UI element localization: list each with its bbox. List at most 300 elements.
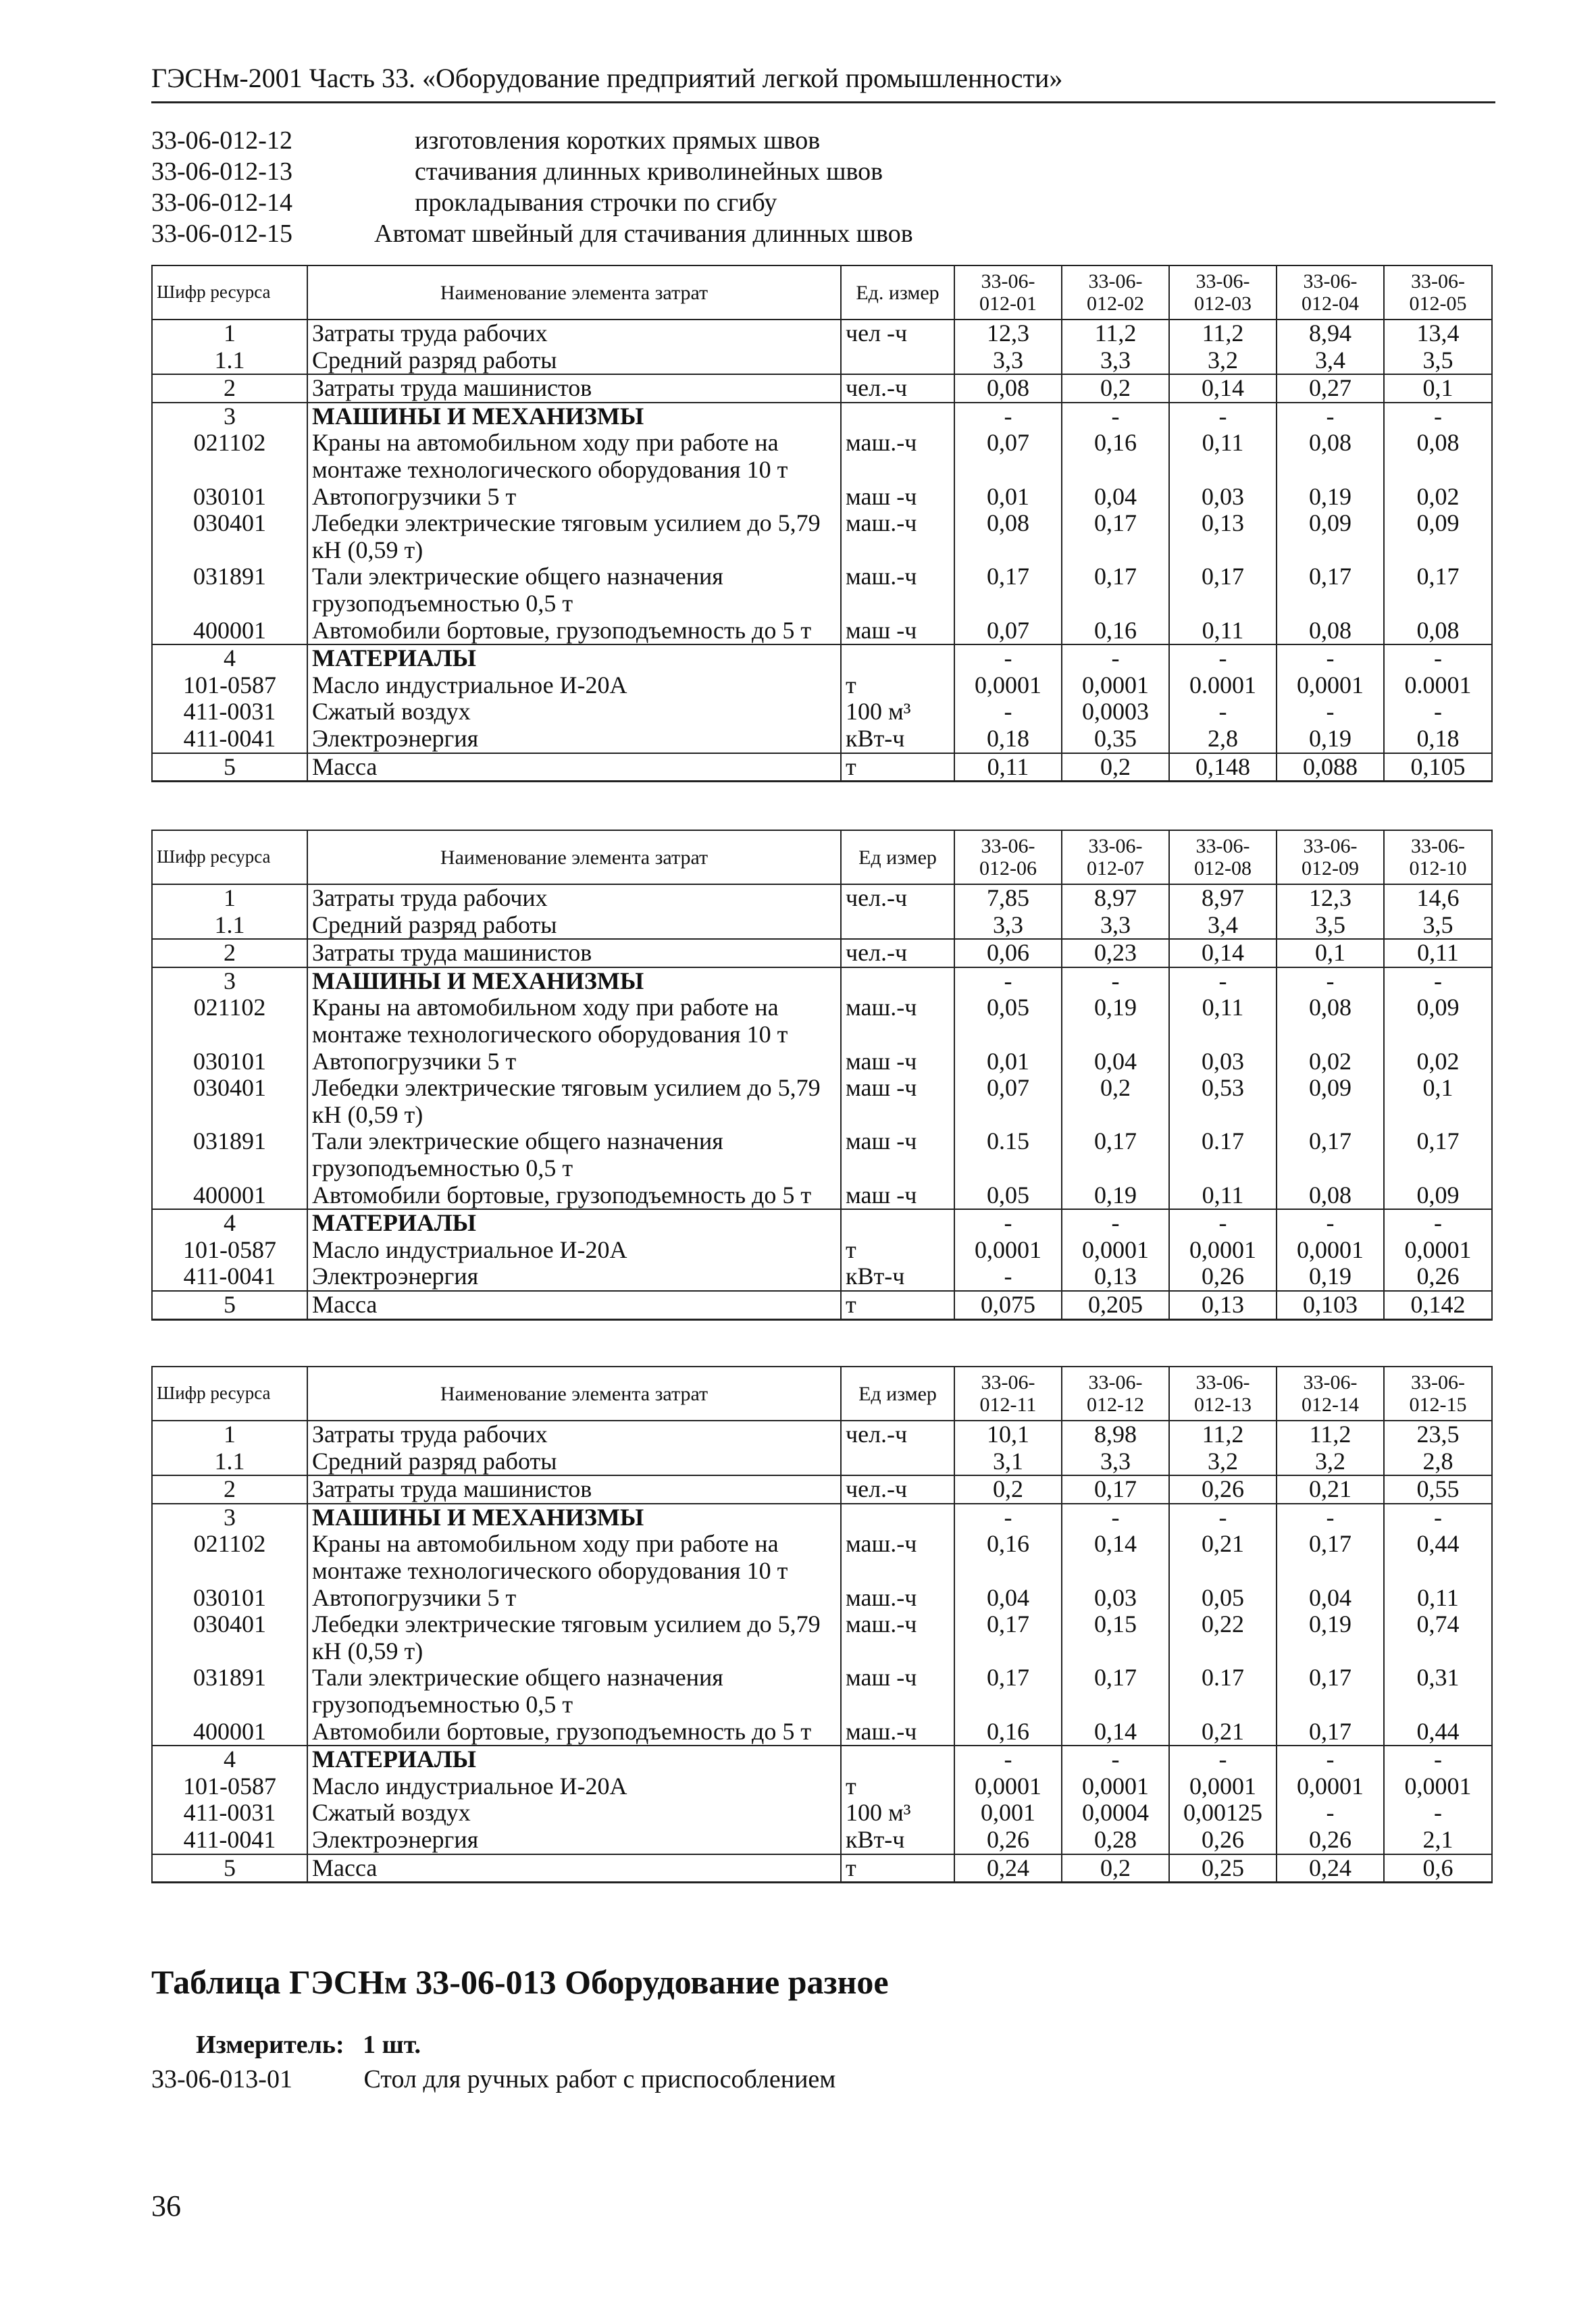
value-cell: 0,35 <box>1062 726 1169 753</box>
value-cell: - <box>1169 1209 1277 1237</box>
resource-code: 021102 <box>152 1531 307 1584</box>
resource-code: 411-0041 <box>152 1827 307 1854</box>
value-cell: 13,4 <box>1384 320 1492 347</box>
table-row <box>152 403 1492 430</box>
value-cell: 0,1 <box>1384 374 1492 403</box>
item-text: Стол для ручных работ с приспособлением <box>363 2065 836 2093</box>
resource-code: 2 <box>152 374 307 403</box>
value-cell: 3,5 <box>1384 912 1492 940</box>
value-cell: 0,075 <box>954 1291 1062 1319</box>
unit-cell: маш -ч <box>841 1048 954 1075</box>
col-header-norm: 33-06- 012-08 <box>1169 830 1277 884</box>
value-cell: 0,19 <box>1062 1182 1169 1210</box>
value-cell: 0,01 <box>954 1048 1062 1075</box>
value-cell: 0,26 <box>954 1827 1062 1854</box>
value-cell: 0,14 <box>1062 1719 1169 1746</box>
table-row <box>152 1585 1492 1612</box>
value-cell: 0,17 <box>1384 563 1492 617</box>
resource-name: Сжатый воздух <box>307 698 841 726</box>
resource-name: Средний разряд работы <box>307 912 841 940</box>
value-cell: 3,3 <box>954 347 1062 375</box>
value-cell: 0,19 <box>1277 726 1384 753</box>
value-cell: 0,09 <box>1384 994 1492 1048</box>
value-cell: 0,08 <box>1277 1182 1384 1210</box>
unit-cell <box>841 1209 954 1237</box>
meter-value: 1 шт. <box>363 2031 421 2059</box>
value-cell: 0,08 <box>954 374 1062 403</box>
value-cell: - <box>1169 698 1277 726</box>
value-cell: 0,18 <box>954 726 1062 753</box>
resource-name: Средний разряд работы <box>307 1448 841 1476</box>
value-cell: 0,05 <box>954 1182 1062 1210</box>
value-cell: 3,4 <box>1169 912 1277 940</box>
value-cell: 0,03 <box>1169 484 1277 511</box>
page-number: 36 <box>151 2189 181 2222</box>
value-cell: 0,17 <box>1062 1128 1169 1181</box>
resource-code: 030401 <box>152 1611 307 1664</box>
value-cell: 0,17 <box>1062 563 1169 617</box>
value-cell: 0,44 <box>1384 1531 1492 1584</box>
value-cell: 0,148 <box>1169 753 1277 782</box>
code-list <box>151 125 1495 249</box>
value-cell: 0,19 <box>1277 484 1384 511</box>
value-cell: 8,97 <box>1169 884 1277 912</box>
value-cell: 0,18 <box>1384 726 1492 753</box>
value-cell: - <box>1277 644 1384 672</box>
resource-code: 101-0587 <box>152 672 307 699</box>
value-cell: 0,19 <box>1062 994 1169 1048</box>
value-cell: - <box>954 403 1062 430</box>
value-cell: 0,15 <box>1062 1611 1169 1664</box>
resource-code: 400001 <box>152 1719 307 1746</box>
col-header-norm: 33-06- 012-11 <box>954 1367 1062 1421</box>
resource-code: 030401 <box>152 510 307 563</box>
unit-cell: маш -ч <box>841 484 954 511</box>
table-row <box>152 994 1492 1048</box>
resource-name: Лебедки электрические тяговым усилием до 5,79 кН (0,59 т) <box>307 1611 841 1664</box>
value-cell: 0,2 <box>1062 1075 1169 1128</box>
value-cell: - <box>954 967 1062 995</box>
value-cell: 3,3 <box>954 912 1062 940</box>
resource-code: 1 <box>152 1421 307 1448</box>
table-row <box>152 698 1492 726</box>
unit-cell: чел.-ч <box>841 1421 954 1448</box>
value-cell: - <box>954 1263 1062 1291</box>
value-cell: 0.17 <box>1169 1128 1277 1181</box>
value-cell: - <box>1384 1800 1492 1827</box>
norm-table-2 <box>151 830 1493 1321</box>
table-row <box>152 430 1492 483</box>
resource-code: 2 <box>152 1475 307 1504</box>
code-text: Автомат швейный для стачивания длинных швов <box>374 220 913 248</box>
value-cell: 0,74 <box>1384 1611 1492 1664</box>
value-cell: 11,2 <box>1062 320 1169 347</box>
value-cell: 0,26 <box>1169 1263 1277 1291</box>
resource-name: Лебедки электрические тяговым усилием до 5,79 кН (0,59 т) <box>307 1075 841 1128</box>
value-cell: 0,08 <box>1384 617 1492 645</box>
resource-code: 031891 <box>152 563 307 617</box>
value-cell: 0,05 <box>954 994 1062 1048</box>
value-cell: 2,8 <box>1169 726 1277 753</box>
col-header-norm: 33-06- 012-07 <box>1062 830 1169 884</box>
value-cell: 0,55 <box>1384 1475 1492 1504</box>
unit-cell <box>841 1746 954 1773</box>
code-item <box>151 156 1495 187</box>
resource-name: Масса <box>307 753 841 782</box>
resource-code: 5 <box>152 1291 307 1319</box>
value-cell: 0,0001 <box>1169 1237 1277 1264</box>
value-cell: 0,13 <box>1169 510 1277 563</box>
value-cell: - <box>1062 644 1169 672</box>
col-header-code: Шифр ресурса <box>152 1367 307 1421</box>
value-cell: 0,14 <box>1169 374 1277 403</box>
unit-cell <box>841 1504 954 1531</box>
value-cell: 0,17 <box>1062 1664 1169 1718</box>
value-cell: 0,05 <box>1169 1585 1277 1612</box>
unit-cell: маш -ч <box>841 1664 954 1718</box>
value-cell: - <box>1062 1746 1169 1773</box>
resource-name: Затраты труда машинистов <box>307 374 841 403</box>
table-row <box>152 672 1492 699</box>
norm-table-3 <box>151 1366 1493 1883</box>
resource-name: МАШИНЫ И МЕХАНИЗМЫ <box>307 1504 841 1531</box>
value-cell: 0,17 <box>1277 1719 1384 1746</box>
table-row <box>152 510 1492 563</box>
value-cell: 0,17 <box>1277 563 1384 617</box>
table-row <box>152 939 1492 967</box>
value-cell: 0,17 <box>954 1611 1062 1664</box>
resource-name: Затраты труда рабочих <box>307 320 841 347</box>
resource-name: МАШИНЫ И МЕХАНИЗМЫ <box>307 403 841 430</box>
value-cell: 0,08 <box>1277 994 1384 1048</box>
value-cell: 0,13 <box>1169 1291 1277 1319</box>
value-cell: 3,2 <box>1277 1448 1384 1476</box>
value-cell: 0,0001 <box>1384 1237 1492 1264</box>
table-row <box>152 1128 1492 1181</box>
value-cell: 0,04 <box>1062 1048 1169 1075</box>
resource-name: Затраты труда машинистов <box>307 939 841 967</box>
resource-code: 400001 <box>152 617 307 645</box>
resource-code: 031891 <box>152 1128 307 1181</box>
value-cell: 11,2 <box>1169 1421 1277 1448</box>
value-cell: 0,0001 <box>1277 1237 1384 1264</box>
col-header-unit: Ед. измер <box>841 265 954 320</box>
resource-name: Автомобили бортовые, грузоподъемность до 5 т <box>307 1182 841 1210</box>
table-row <box>152 1263 1492 1291</box>
value-cell: 3,3 <box>1062 912 1169 940</box>
value-cell: - <box>954 1504 1062 1531</box>
value-cell: - <box>1169 1504 1277 1531</box>
resource-code: 1.1 <box>152 1448 307 1476</box>
unit-cell: 100 м³ <box>841 698 954 726</box>
value-cell: 0.0001 <box>1169 672 1277 699</box>
value-cell: - <box>1169 403 1277 430</box>
value-cell: 0,2 <box>1062 1854 1169 1883</box>
code-id: 33-06-012-12 <box>151 126 292 155</box>
value-cell: 8,94 <box>1277 320 1384 347</box>
unit-cell <box>841 912 954 940</box>
resource-name: Электроэнергия <box>307 1263 841 1291</box>
value-cell: - <box>1277 1209 1384 1237</box>
unit-cell <box>841 967 954 995</box>
resource-name: Краны на автомобильном ходу при работе на монтаже технологического оборудования 10 т <box>307 994 841 1048</box>
unit-cell: маш -ч <box>841 617 954 645</box>
value-cell: 0,16 <box>1062 430 1169 483</box>
value-cell: 0,17 <box>1062 510 1169 563</box>
norm-item <box>151 2064 835 2094</box>
table-row <box>152 1719 1492 1746</box>
table-row <box>152 1664 1492 1718</box>
resource-code: 411-0041 <box>152 1263 307 1291</box>
value-cell: 0,04 <box>1277 1585 1384 1612</box>
unit-cell: т <box>841 1237 954 1264</box>
value-cell: 0,02 <box>1384 484 1492 511</box>
col-header-norm: 33-06- 012-09 <box>1277 830 1384 884</box>
resource-code: 1 <box>152 884 307 912</box>
value-cell: 0,28 <box>1062 1827 1169 1854</box>
resource-name: МАТЕРИАЛЫ <box>307 644 841 672</box>
value-cell: 0,17 <box>1169 563 1277 617</box>
code-text: стачивания длинных криволинейных швов <box>415 157 883 186</box>
col-header-code: Шифр ресурса <box>152 265 307 320</box>
value-cell: 0,44 <box>1384 1719 1492 1746</box>
value-cell: 0,21 <box>1169 1531 1277 1584</box>
value-cell: 0,22 <box>1169 1611 1277 1664</box>
unit-cell: чел.-ч <box>841 884 954 912</box>
value-cell: - <box>1169 967 1277 995</box>
value-cell: 12,3 <box>1277 884 1384 912</box>
value-cell: 3,3 <box>1062 1448 1169 1476</box>
table-row <box>152 347 1492 375</box>
table-row <box>152 1854 1492 1883</box>
value-cell: 0,2 <box>1062 374 1169 403</box>
value-cell: 0,03 <box>1169 1048 1277 1075</box>
value-cell: 0,26 <box>1277 1827 1384 1854</box>
resource-code: 021102 <box>152 994 307 1048</box>
value-cell: 0,53 <box>1169 1075 1277 1128</box>
resource-name: Затраты труда машинистов <box>307 1475 841 1504</box>
value-cell: - <box>1062 403 1169 430</box>
value-cell: 0,0004 <box>1062 1800 1169 1827</box>
col-header-norm: 33-06- 012-01 <box>954 265 1062 320</box>
table-row <box>152 1827 1492 1854</box>
value-cell: - <box>1384 1209 1492 1237</box>
value-cell: 3,5 <box>1277 912 1384 940</box>
unit-cell <box>841 1448 954 1476</box>
resource-name: МАШИНЫ И МЕХАНИЗМЫ <box>307 967 841 995</box>
resource-name: Электроэнергия <box>307 1827 841 1854</box>
value-cell: - <box>1277 1746 1384 1773</box>
value-cell: 0.0001 <box>1384 672 1492 699</box>
col-header-code: Шифр ресурса <box>152 830 307 884</box>
col-header-norm: 33-06- 012-10 <box>1384 830 1492 884</box>
value-cell: 0,0001 <box>1169 1773 1277 1800</box>
value-cell: 0,19 <box>1277 1263 1384 1291</box>
value-cell: 0,2 <box>954 1475 1062 1504</box>
value-cell: 0,17 <box>954 1664 1062 1718</box>
value-cell: 0,17 <box>1384 1128 1492 1181</box>
unit-cell: маш.-ч <box>841 994 954 1048</box>
value-cell: 0.15 <box>954 1128 1062 1181</box>
unit-cell: маш -ч <box>841 1182 954 1210</box>
unit-cell: маш.-ч <box>841 1611 954 1664</box>
table-row <box>152 1209 1492 1237</box>
value-cell: 0,17 <box>1277 1664 1384 1718</box>
value-cell: 0,0001 <box>1384 1773 1492 1800</box>
value-cell: 0,09 <box>1384 1182 1492 1210</box>
value-cell: 3,2 <box>1169 1448 1277 1476</box>
resource-name: Лебедки электрические тяговым усилием до 5,79 кН (0,59 т) <box>307 510 841 563</box>
unit-cell: маш.-ч <box>841 510 954 563</box>
value-cell: 0,11 <box>1384 939 1492 967</box>
value-cell: 0,17 <box>1277 1531 1384 1584</box>
value-cell: 0,02 <box>1384 1048 1492 1075</box>
item-code: 33-06-013-01 <box>151 2065 292 2093</box>
value-cell: 0,21 <box>1169 1719 1277 1746</box>
value-cell: 0,09 <box>1277 510 1384 563</box>
value-cell: 0,11 <box>1169 617 1277 645</box>
value-cell: 0,0001 <box>1062 1773 1169 1800</box>
resource-code: 400001 <box>152 1182 307 1210</box>
resource-code: 4 <box>152 1209 307 1237</box>
resource-code: 411-0031 <box>152 1800 307 1827</box>
value-cell: - <box>954 644 1062 672</box>
resource-name: Затраты труда рабочих <box>307 884 841 912</box>
table-row <box>152 1421 1492 1448</box>
resource-name: Масса <box>307 1854 841 1883</box>
value-cell: 3,4 <box>1277 347 1384 375</box>
value-cell: 0,6 <box>1384 1854 1492 1883</box>
table-row <box>152 1773 1492 1800</box>
col-header-name: Наименование элемента затрат <box>307 830 841 884</box>
value-cell: 0,16 <box>1062 617 1169 645</box>
resource-code: 021102 <box>152 430 307 483</box>
unit-cell: чел.-ч <box>841 374 954 403</box>
value-cell: - <box>1062 1504 1169 1531</box>
resource-code: 5 <box>152 753 307 782</box>
meter-line <box>196 2030 421 2060</box>
resource-code: 1.1 <box>152 912 307 940</box>
resource-name: Краны на автомобильном ходу при работе на монтаже технологического оборудования 10 т <box>307 430 841 483</box>
value-cell: 0,08 <box>1384 430 1492 483</box>
table-row <box>152 617 1492 645</box>
value-cell: 0,01 <box>954 484 1062 511</box>
value-cell: 11,2 <box>1277 1421 1384 1448</box>
code-item <box>151 218 1495 249</box>
resource-code: 5 <box>152 1854 307 1883</box>
resource-name: Электроэнергия <box>307 726 841 753</box>
resource-name: Масло индустриальное И-20А <box>307 672 841 699</box>
value-cell: 3,5 <box>1384 347 1492 375</box>
col-header-name: Наименование элемента затрат <box>307 265 841 320</box>
page-header: ГЭСНм-2001 Часть 33. «Оборудование предприятий легкой промышленности» <box>151 62 1495 103</box>
unit-cell: кВт-ч <box>841 1827 954 1854</box>
code-item <box>151 187 1495 218</box>
table-row <box>152 320 1492 347</box>
col-header-norm: 33-06- 012-15 <box>1384 1367 1492 1421</box>
table-row <box>152 374 1492 403</box>
resource-name: Сжатый воздух <box>307 1800 841 1827</box>
table-row <box>152 1182 1492 1210</box>
value-cell: - <box>1277 1800 1384 1827</box>
value-cell: - <box>1384 644 1492 672</box>
resource-code: 031891 <box>152 1664 307 1718</box>
table-row <box>152 884 1492 912</box>
resource-name: Автомобили бортовые, грузоподъемность до 5 т <box>307 617 841 645</box>
resource-name: Масло индустриальное И-20А <box>307 1237 841 1264</box>
value-cell: 14,6 <box>1384 884 1492 912</box>
resource-name: Краны на автомобильном ходу при работе на монтаже технологического оборудования 10 т <box>307 1531 841 1584</box>
value-cell: 0,11 <box>1169 1182 1277 1210</box>
value-cell: - <box>1062 967 1169 995</box>
value-cell: 0,09 <box>1384 510 1492 563</box>
table-row <box>152 1531 1492 1584</box>
value-cell: 0,21 <box>1277 1475 1384 1504</box>
table-row <box>152 1237 1492 1264</box>
value-cell: 12,3 <box>954 320 1062 347</box>
table-row <box>152 1291 1492 1319</box>
value-cell: 0,0001 <box>1062 1237 1169 1264</box>
unit-cell: маш.-ч <box>841 1719 954 1746</box>
value-cell: 0,17 <box>1062 1475 1169 1504</box>
value-cell: 2,8 <box>1384 1448 1492 1476</box>
resource-code: 2 <box>152 939 307 967</box>
value-cell: 0,31 <box>1384 1664 1492 1718</box>
resource-code: 030401 <box>152 1075 307 1128</box>
col-header-norm: 33-06- 012-13 <box>1169 1367 1277 1421</box>
resource-name: Масло индустриальное И-20А <box>307 1773 841 1800</box>
table-row <box>152 912 1492 940</box>
value-cell: 0,07 <box>954 1075 1062 1128</box>
table-row <box>152 753 1492 782</box>
value-cell: 0,24 <box>954 1854 1062 1883</box>
unit-cell: т <box>841 1291 954 1319</box>
section-title: Таблица ГЭСНм 33-06-013 Оборудование разное <box>151 1963 889 2001</box>
table-row <box>152 1048 1492 1075</box>
col-header-norm: 33-06- 012-12 <box>1062 1367 1169 1421</box>
col-header-unit: Ед измер <box>841 1367 954 1421</box>
value-cell: 0,16 <box>954 1531 1062 1584</box>
unit-cell: т <box>841 1773 954 1800</box>
value-cell: 0,105 <box>1384 753 1492 782</box>
value-cell: 0,1 <box>1384 1075 1492 1128</box>
resource-code: 411-0041 <box>152 726 307 753</box>
value-cell: 0,08 <box>1277 430 1384 483</box>
value-cell: - <box>1384 698 1492 726</box>
code-id: 33-06-012-14 <box>151 188 292 217</box>
col-header-unit: Ед измер <box>841 830 954 884</box>
value-cell: 0,0001 <box>954 1773 1062 1800</box>
col-header-norm: 33-06- 012-02 <box>1062 265 1169 320</box>
value-cell: 7,85 <box>954 884 1062 912</box>
value-cell: 0,205 <box>1062 1291 1169 1319</box>
table-row <box>152 644 1492 672</box>
value-cell: 0,24 <box>1277 1854 1384 1883</box>
unit-cell: т <box>841 672 954 699</box>
value-cell: - <box>1277 967 1384 995</box>
value-cell: 3,2 <box>1169 347 1277 375</box>
value-cell: 0,11 <box>1169 994 1277 1048</box>
table-row <box>152 1504 1492 1531</box>
unit-cell: чел.-ч <box>841 1475 954 1504</box>
resource-code: 101-0587 <box>152 1237 307 1264</box>
value-cell: 0.17 <box>1169 1664 1277 1718</box>
value-cell: 0,06 <box>954 939 1062 967</box>
resource-name: Тали электрические общего назначения грузоподъемностью 0,5 т <box>307 1128 841 1181</box>
code-text: изготовления коротких прямых швов <box>415 126 821 155</box>
value-cell: 8,98 <box>1062 1421 1169 1448</box>
unit-cell: т <box>841 1854 954 1883</box>
